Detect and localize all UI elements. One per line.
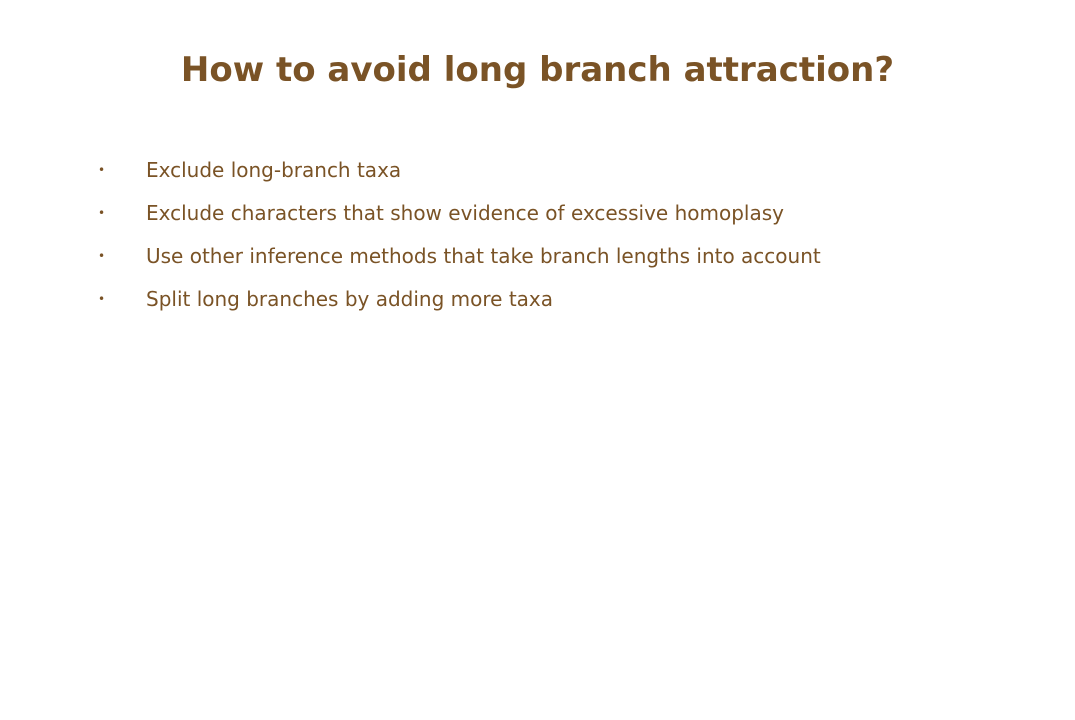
bullet-text: Exclude long-branch taxa	[146, 157, 402, 182]
bullet-dot-icon: •	[98, 291, 106, 306]
bullet-dot-icon: •	[98, 162, 106, 177]
bullet-dot-icon: •	[98, 205, 106, 220]
bullet-text: Exclude characters that show evidence of excessive homoplasy	[146, 200, 784, 225]
bullet-text: Use other inference methods that take branch lengths into account	[146, 243, 821, 268]
bullet-dot-icon: •	[98, 248, 106, 263]
bullet-text: Split long branches by adding more taxa	[146, 286, 554, 311]
slide-title: How to avoid long branch attraction?	[180, 50, 895, 90]
